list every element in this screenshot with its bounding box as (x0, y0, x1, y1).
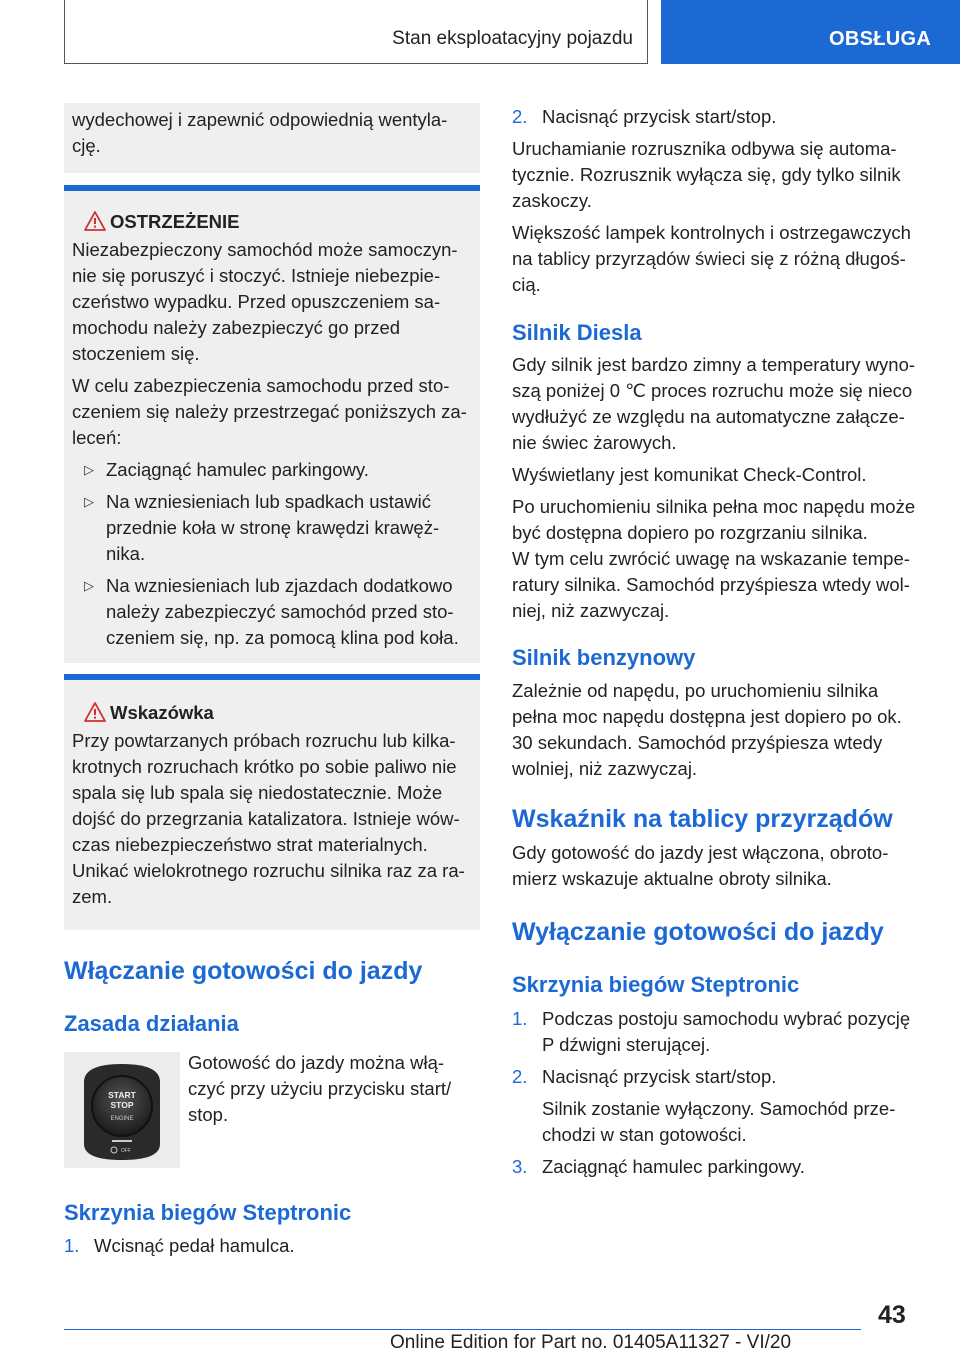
right-step-list-3 (512, 1154, 932, 1180)
paragraph-line: być dostępna dopiero po rozgrzaniu silnika. (512, 522, 868, 543)
step-text: Podczas postoju samochodu wybrać pozycję (542, 1008, 911, 1029)
starter-paragraph (512, 136, 932, 214)
note-line: Unikać wielokrotnego rozruchu silnika raz za ra- (72, 860, 465, 881)
paragraph-line: Uruchamianie rozrusznika odbywa się automa- (512, 138, 897, 159)
paragraph-line: cią. (512, 274, 541, 295)
warning-bar (64, 185, 480, 191)
principle-line: Gotowość do jazdy można włą- (188, 1052, 445, 1073)
warning-p1-line: mochodu należy zabezpieczyć go przed (72, 317, 401, 338)
paragraph-line: ratury silnika. Samochód przyśpiesza wtedy wol- (512, 574, 910, 595)
footer-edition: Online Edition for Part no. 01405A11327 - VI/20 (390, 1332, 792, 1353)
paragraph-line: 30 sekundach. Samochód przyśpiesza wtedy (512, 732, 883, 753)
warning-p2-line: W celu zabezpieczenia samochodu przed sto- (72, 375, 450, 396)
warning-p1-line: czeństwo wypadku. Przed opuszczeniem sa- (72, 291, 441, 312)
note-line: zem. (72, 886, 113, 907)
principle-line: stop. (188, 1104, 229, 1125)
warning-box (64, 185, 480, 663)
warning-bullet-2 (72, 489, 472, 567)
diesel-paragraph-3 (512, 494, 932, 624)
footer-divider (64, 1329, 861, 1330)
step-number: 3. (512, 1156, 528, 1177)
start-stop-button-image (64, 1052, 180, 1168)
bullet-line: nika. (106, 543, 146, 564)
header-section-box (64, 0, 648, 64)
paragraph-line: Większość lampek kontrolnych i ostrzegawczych (512, 222, 911, 243)
continued-line-2: cję. (72, 135, 101, 156)
right-top-block (512, 104, 932, 298)
paragraph-line: tycznie. Rozrusznik wyłącza się, gdy tylko silnik (512, 164, 901, 185)
note-box (64, 674, 480, 930)
paragraph-line: wolniej, niż zazwyczaj. (512, 758, 698, 779)
note-title: Wskazówka (110, 702, 214, 723)
bullet-triangle-icon: ▷ (84, 578, 94, 593)
step-text: Nacisnąć przycisk start/stop. (542, 106, 777, 127)
bullet-line: przednie koła w stronę krawędzi krawęż- (106, 517, 440, 538)
principle-line: czyć przy użyciu przycisku start/ (188, 1078, 452, 1099)
stop-label: STOP (110, 1100, 134, 1110)
note-line: dojść do przegrzania katalizatora. Istnieje wów- (72, 808, 460, 829)
note-bar (64, 674, 480, 680)
step-text: Wcisnąć pedał hamulca. (94, 1235, 295, 1256)
bullet-line: należy zabezpieczyć samochód przed sto- (106, 601, 454, 622)
paragraph-line: Gdy silnik jest bardzo zimny a temperatury wyno- (512, 354, 916, 375)
right-steps (512, 1006, 932, 1180)
petrol-paragraph (512, 678, 932, 782)
diesel-paragraph-1 (512, 352, 932, 456)
warning-title: OSTRZEŻENIE (110, 211, 240, 232)
bullet-line: Na wzniesieniach lub spadkach ustawić (106, 491, 431, 512)
paragraph-line: Po uruchomieniu silnika pełna moc napędu może (512, 496, 916, 517)
heading-petrol: Silnik benzynowy (512, 645, 696, 670)
bullet-line: Zaciągnąć hamulec parkingowy. (106, 459, 369, 480)
note-line: czas niebezpieczeństwo strat materialnych. (72, 834, 428, 855)
principle-text (188, 1050, 478, 1128)
heading-steptronic-right: Skrzynia biegów Steptronic (512, 972, 800, 997)
engine-label: ENGINE (110, 1116, 134, 1122)
paragraph-line: Gdy gotowość do jazdy jest włączona, obroto- (512, 842, 889, 863)
step-text: Nacisnąć przycisk start/stop. (542, 1066, 777, 1087)
header-chapter-title: OBSŁUGA (829, 28, 932, 50)
bullet-triangle-icon: ▷ (84, 462, 94, 477)
step-extra-text: chodzi w stan gotowości. (542, 1124, 747, 1145)
step-number: 2. (512, 106, 528, 127)
heading-principle: Zasada działania (64, 1011, 239, 1036)
step-text: P dźwigni sterującej. (542, 1034, 711, 1055)
note-line: spala się lub spala się niedostatecznie. Może (72, 782, 443, 803)
warning-bullet-3 (72, 573, 472, 651)
step-number: 1. (64, 1235, 80, 1256)
warning-p1 (72, 237, 472, 367)
heading-indicator: Wskaźnik na tablicy przyrządów (512, 805, 893, 833)
paragraph-line: nie świec żarowych. (512, 432, 677, 453)
page-number: 43 (878, 1301, 906, 1329)
warning-p2 (72, 373, 472, 451)
header-section-title: Stan eksploatacyjny pojazdu (392, 28, 633, 49)
right-step-2 (512, 104, 932, 130)
paragraph-line: zaskoczy. (512, 190, 592, 211)
heading-enable-ready: Włączanie gotowości do jazdy (64, 957, 423, 985)
continued-box (64, 103, 480, 173)
start-label: START (108, 1090, 136, 1100)
step-text: Zaciągnąć hamulec parkingowy. (542, 1156, 805, 1177)
paragraph-line: Wyświetlany jest komunikat Check-Control. (512, 464, 867, 485)
right-step-list-2 (512, 1064, 932, 1148)
note-title-row (72, 700, 472, 726)
diesel-block (512, 352, 932, 624)
left-step-1 (64, 1233, 480, 1259)
step-number: 1. (512, 1008, 528, 1029)
warning-p1-line: nie się poruszyć i stoczyć. Istnieje niebezpie- (72, 265, 441, 286)
continued-line-1: wydechowej i zapewnić odpowiednią wentyla- (72, 109, 448, 130)
step-number: 2. (512, 1066, 528, 1087)
warning-bullet-1 (72, 457, 472, 483)
paragraph-line: mierz wskazuje aktualne obroty silnika. (512, 868, 832, 889)
header-chapter-tab[interactable] (661, 0, 960, 64)
paragraph-line: na tablicy przyrządów świeci się z różną długoś- (512, 248, 906, 269)
paragraph-line: niej, niż zazwyczaj. (512, 600, 670, 621)
note-line: krotnych rozruchach krótko po sobie paliwo nie (72, 756, 457, 777)
note-line: Przy powtarzanych próbach rozruchu lub kilka- (72, 730, 456, 751)
step-extra-text: Silnik zostanie wyłączony. Samochód prze- (542, 1098, 896, 1119)
heading-disable-ready: Wyłączanie gotowości do jazdy (512, 918, 884, 946)
paragraph-line: szą poniżej 0 ℃ proces rozruchu może się nieco (512, 380, 913, 401)
warning-p2-line: leceń: (72, 427, 122, 448)
paragraph-line: pełna moc napędu dostępna jest dopiero po ok. (512, 706, 902, 727)
heading-diesel: Silnik Diesla (512, 320, 642, 345)
start-stop-button-icon (64, 1052, 180, 1168)
warning-triangle-icon (84, 702, 106, 722)
heading-steptronic-left: Skrzynia biegów Steptronic (64, 1200, 352, 1225)
bullet-triangle-icon: ▷ (84, 494, 94, 509)
warning-p1-line: stoczeniem się. (72, 343, 200, 364)
paragraph-line: Zależnie od napędu, po uruchomieniu silnika (512, 680, 879, 701)
indicator-paragraph (512, 840, 932, 892)
diesel-paragraph-2 (512, 462, 932, 488)
warning-title-row (72, 209, 472, 235)
bullet-line: Na wzniesieniach lub zjazdach dodatkowo (106, 575, 453, 596)
bullet-line: czeniem się, np. za pomocą klina pod koła. (106, 627, 459, 648)
paragraph-line: wydłużyć ze względu na automatyczne załącze- (512, 406, 905, 427)
warning-triangle-icon (84, 211, 106, 231)
right-step-list-1 (512, 1006, 932, 1058)
warning-p1-line: Niezabezpieczony samochód może samoczyn- (72, 239, 458, 260)
paragraph-line: W tym celu zwrócić uwagę na wskazanie tempe- (512, 548, 910, 569)
off-label: OFF (121, 1148, 131, 1154)
warning-p2-line: czeniem się należy przestrzegać poniższych za- (72, 401, 467, 422)
note-text (72, 728, 472, 910)
lamps-paragraph (512, 220, 932, 298)
